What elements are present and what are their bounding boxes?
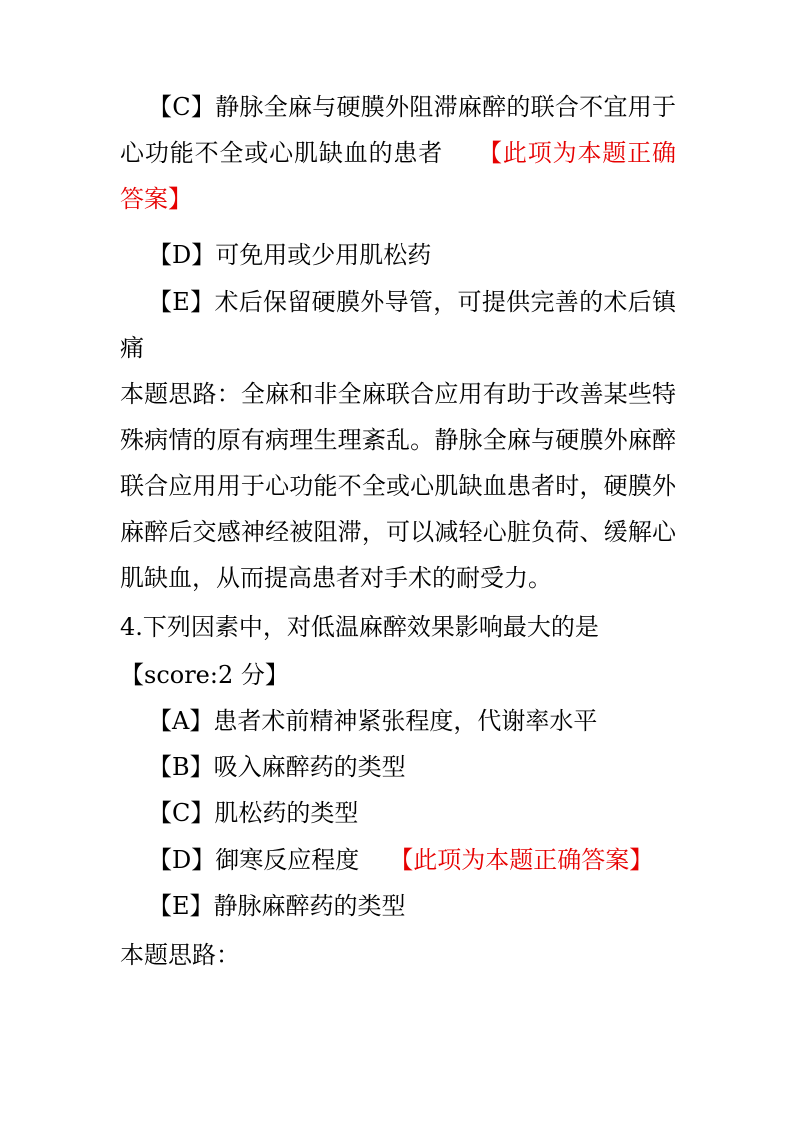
q4-option-a: 【A】患者术前精神紧张程度，代谢率水平 bbox=[148, 707, 598, 735]
q4-explanation-label: 本题思路： bbox=[120, 941, 240, 969]
q4-option-d-text: 【D】御寒反应程度 bbox=[148, 846, 360, 874]
q3-explanation: 本题思路：全麻和非全麻联合应用有助于改善某些特殊病情的原有病理生理紊乱。静脉全麻与硬膜外麻醉联合应用用于心功能不全或心肌缺血患者时，硬膜外麻醉后交感神经被阻滞，可以减轻心脏负荷、缓解心肌缺血，从而提高患者对手术的耐受力。 bbox=[120, 380, 676, 592]
q3-option-c-text: 【C】静脉全麻与硬膜外阻滞麻醉的联合不宜用于心功能不全或心肌缺血的患者 bbox=[120, 93, 676, 167]
q4-score: 【score:2 分】 bbox=[120, 661, 289, 689]
q3-correct-answer-marker: 【此项为本题正确答案】 bbox=[120, 139, 677, 213]
q4-option-b: 【B】吸入麻醉药的类型 bbox=[148, 753, 406, 781]
q3-option-d: 【D】可免用或少用肌松药 bbox=[148, 241, 432, 269]
q3-option-c bbox=[120, 84, 676, 222]
q3-option-e: 【E】术后保留硬膜外导管，可提供完善的术后镇痛 bbox=[120, 288, 676, 362]
q4-question: 4.下列因素中，对低温麻醉效果影响最大的是 bbox=[120, 613, 599, 641]
q4-option-e: 【E】静脉麻醉药的类型 bbox=[148, 892, 406, 920]
q4-option-c: 【C】肌松药的类型 bbox=[148, 799, 359, 827]
q4-correct-answer-marker: 【此项为本题正确答案】 bbox=[389, 846, 654, 874]
q4-option-d bbox=[148, 845, 653, 875]
